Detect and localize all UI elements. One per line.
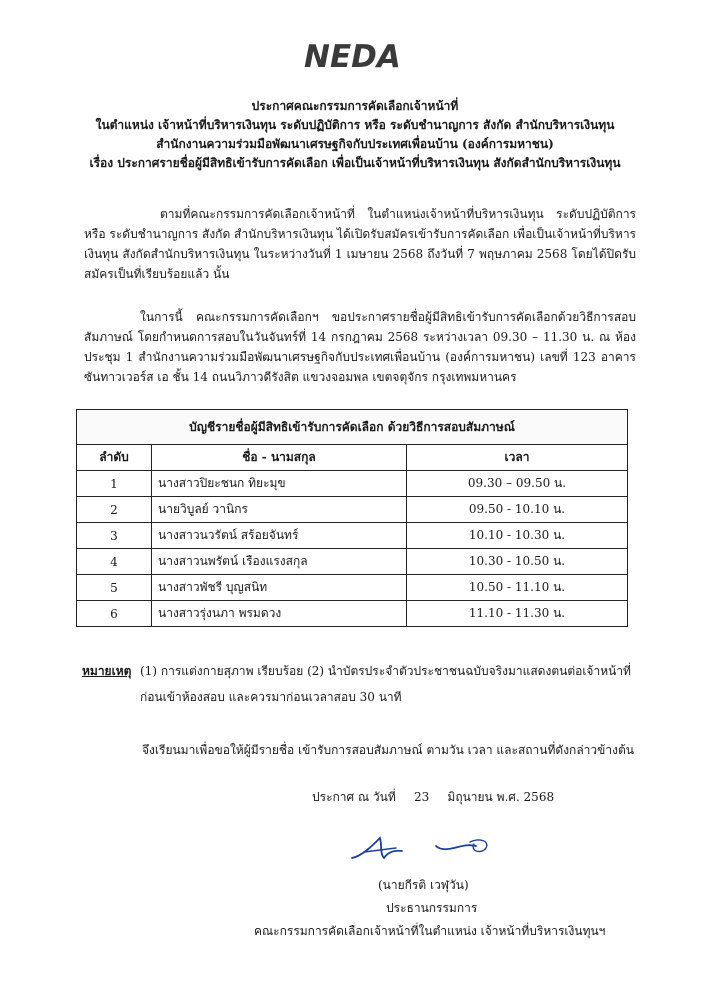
row-time: 10.30 - 10.50 น. [407, 549, 628, 575]
header-num: ลำดับ [77, 445, 152, 471]
row-name: นางสาวนวรัตน์ สร้อยจันทร์ [152, 523, 407, 549]
candidate-table [76, 409, 628, 627]
signer-position: ประธานกรรมการ [386, 901, 478, 915]
row-time: 09.50 - 10.10 น. [407, 497, 628, 523]
closing-sentence: จึงเรียนมาเพื่อขอให้ผู้มีรายชื่อ เข้ารับการสอบสัมภาษณ์ ตามวัน เวลา และสถานที่ดังกล่าวข้างต้น [142, 743, 634, 757]
table-row [77, 549, 628, 575]
announce-month-year: มิถุนายน พ.ศ. 2568 [447, 790, 555, 804]
row-name: นางสาวพัชรี บุญสนิท [152, 575, 407, 601]
row-name: นายวิบูลย์ วานิกร [152, 497, 407, 523]
position-line: ในตำแหน่ง เจ้าหน้าที่บริหารเงินทุน ระดับปฏิบัติการ หรือ ระดับชำนาญการ สังกัด สำนักบริหารเงินทุน [95, 118, 615, 132]
announce-date [312, 788, 554, 807]
header-time: เวลา [407, 445, 628, 471]
row-num: 6 [77, 601, 152, 627]
note-line-1: (1) การแต่งกายสุภาพ เรียบร้อย (2) นำบัตรประจำตัวประชาชนฉบับจริงมาแสดงตนต่อเจ้าหน้าที่ [140, 664, 631, 678]
table-row [77, 601, 628, 627]
row-time: 11.10 - 11.30 น. [407, 601, 628, 627]
row-num: 1 [77, 471, 152, 497]
neda-logo [304, 36, 402, 72]
row-time: 09.30 – 09.50 น. [407, 471, 628, 497]
announce-prefix: ประกาศ ณ วันที่ [312, 790, 396, 804]
row-num: 2 [77, 497, 152, 523]
note-label: หมายเหตุ [82, 664, 132, 678]
organization-line: สำนักงานความร่วมมือพัฒนาเศรษฐกิจกับประเทศเพื่อนบ้าน (องค์การมหาชน) [156, 137, 554, 151]
table-row [77, 523, 628, 549]
row-num: 5 [77, 575, 152, 601]
table-row [77, 471, 628, 497]
paragraph-2: ในการนี้ คณะกรรมการคัดเลือกฯ ขอประกาศรายชื่อผู้มีสิทธิเข้ารับการคัดเลือกด้วยวิธีการสอบสัมภาษณ์ โดยกำหนดการสอบในวันจันทร์ที่ 14 กรกฎาคม 2568 ระหว่างเวลา 09.30 – 11.30 น. ณ ห้องประชุม 1 สำนักงานความร่วมมือพัฒนาเศรษฐกิจกับประเทศเพื่อนบ้าน (องค์การมหาชน) เลขที่ 123 อาคารซันทาวเวอร์ส เอ ชั้น 14 ถนนวิภาวดีรังสิต แขวงจอมพล เขตจตุจักร กรุงเทพมหานคร [84, 310, 636, 384]
row-name: นางสาวปิยะชนก ทิยะมุข [152, 471, 407, 497]
paragraph-1: ตามที่คณะกรรมการคัดเลือกเจ้าหน้าที่ ในตำแหน่งเจ้าหน้าที่บริหารเงินทุน ระดับปฏิบัติการ หรือ ระดับชำนาญการ สังกัด สำนักบริหารเงินทุน ได้เปิดรับสมัครเข้ารับการคัดเลือก เพื่อเป็นเจ้าหน้าที่บริหารเงินทุน สังกัดสำนักบริหารเงินทุน ในระหว่างวันที่ 1 เมษายน 2568 ถึงวันที่ 7 พฤษภาคม 2568 โดยได้ปิดรับสมัครเป็นที่เรียบร้อยแล้ว นั้น [84, 207, 636, 281]
signer-name: (นายกีรติ เวฬุวัน) [378, 878, 469, 892]
table-row [77, 497, 628, 523]
signature [350, 832, 510, 866]
row-name: นางสาวรุ่งนภา พรมดวง [152, 601, 407, 627]
neda-logo-text: NEDA [304, 39, 401, 72]
announce-day: 23 [413, 790, 430, 804]
table-row [77, 575, 628, 601]
announcement-title: ประกาศคณะกรรมการคัดเลือกเจ้าหน้าที่ [251, 99, 459, 113]
note-line-2: ก่อนเข้าห้องสอบ และควรมาก่อนเวลาสอบ 30 นาที [140, 690, 402, 704]
subject-line: เรื่อง ประกาศรายชื่อผู้มีสิทธิเข้ารับการคัดเลือก เพื่อเป็นเจ้าหน้าที่บริหารเงินทุน สังกัดสำนักบริหารเงินทุน [89, 156, 621, 170]
row-name: นางสาวนพรัตน์ เรืองแรงสกุล [152, 549, 407, 575]
row-time: 10.50 - 11.10 น. [407, 575, 628, 601]
header-name: ชื่อ - นามสกุล [152, 445, 407, 471]
row-num: 3 [77, 523, 152, 549]
table-title: บัญชีรายชื่อผู้มีสิทธิเข้ารับการคัดเลือก ด้วยวิธีการสอบสัมภาษณ์ [77, 410, 628, 445]
signer-committee: คณะกรรมการคัดเลือกเจ้าหน้าที่ในตำแหน่ง เจ้าหน้าที่บริหารเงินทุนฯ [254, 924, 606, 938]
row-time: 10.10 - 10.30 น. [407, 523, 628, 549]
row-num: 4 [77, 549, 152, 575]
